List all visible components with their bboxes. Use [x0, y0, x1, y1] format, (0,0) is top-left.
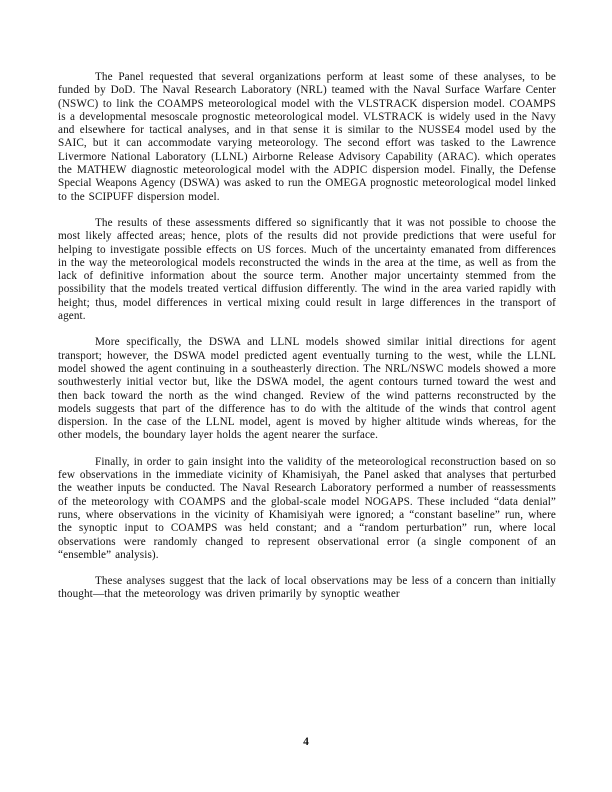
paragraph-1: The Panel requested that several organizations perform at least some of these analyses, to be funded by DoD. The Naval Research Laboratory (NRL) teamed with the Naval Surface Warfare Center (NSWC) to link the COAMPS meteorological model with the VLSTRACK dispersion model. COAMPS is a developmental mesoscale prognostic meteorological model. VLSTRACK is widely used in the Navy and elsewhere for tactical analyses, and in that sense it is similar to the NUSSE4 model used by the SAIC, but it can accommodate varying meteorology. The second effort was tasked to the Lawrence Livermore National Laboratory (LLNL) Airborne Release Advisory Capability (ARAC). which operates the MATHEW diagnostic meteorological model with the ADPIC dispersion model. Finally, the Defense Special Weapons Agency (DSWA) was asked to run the OMEGA prognostic meteorological model linked to the SCIPUFF dispersion model.	[58, 71, 556, 203]
paragraph-4: Finally, in order to gain insight into the validity of the meteorological reconstruction based on so few observations in the immediate vicinity of Khamisiyah, the Panel asked that analyses that perturbed the weather inputs be conducted. The Naval Research Laboratory performed a number of reassessments of the meteorology with COAMPS and the global-scale model NOGAPS. These included “data denial” runs, where observations in the vicinity of Khamisiyah were ignored; a “constant baseline” run, where the synoptic input to COAMPS was held constant; and a “random perturbation” run, where local observations were randomly changed to represent observational error (a single component of an “ensemble” analysis).	[58, 455, 556, 561]
body-text	[58, 71, 556, 615]
paragraph-3: More specifically, the DSWA and LLNL models showed similar initial directions for agent transport; however, the DSWA model predicted agent eventually turning to the west, while the LLNL model showed the agent continuing in a southeasterly direction. The NRL/NSWC models showed a more southwesterly initial vector but, like the DSWA model, the agent contours turned toward the west and then back toward the north as the wind changed. Review of the wind patterns reconstructed by the models suggests that part of the difference has to do with the altitude of the winds that control agent dispersion. In the case of the LLNL model, agent is moved by higher altitude winds whereas, for the other models, the boundary layer holds the agent nearer the surface.	[58, 336, 556, 442]
paragraph-5: These analyses suggest that the lack of local observations may be less of a concern than initially thought—that the meteorology was driven primarily by synoptic weather	[58, 575, 556, 601]
paragraph-2: The results of these assessments differed so significantly that it was not possible to choose the most likely affected areas; hence, plots of the results did not provide predictions that were useful for helping to investigate possible effects on US forces. Much of the uncertainty emanated from differences in the way the meteorological models reconstructed the winds in the area at the time, as well as from the lack of definitive information about the source term. Another major uncertainty stemmed from the possibility that the models treated vertical diffusion differently. The wind in the area varied rapidly with height; thus, model differences in vertical mixing could result in large differences in the transport of agent.	[58, 216, 556, 323]
page-number: 4	[303, 736, 309, 748]
